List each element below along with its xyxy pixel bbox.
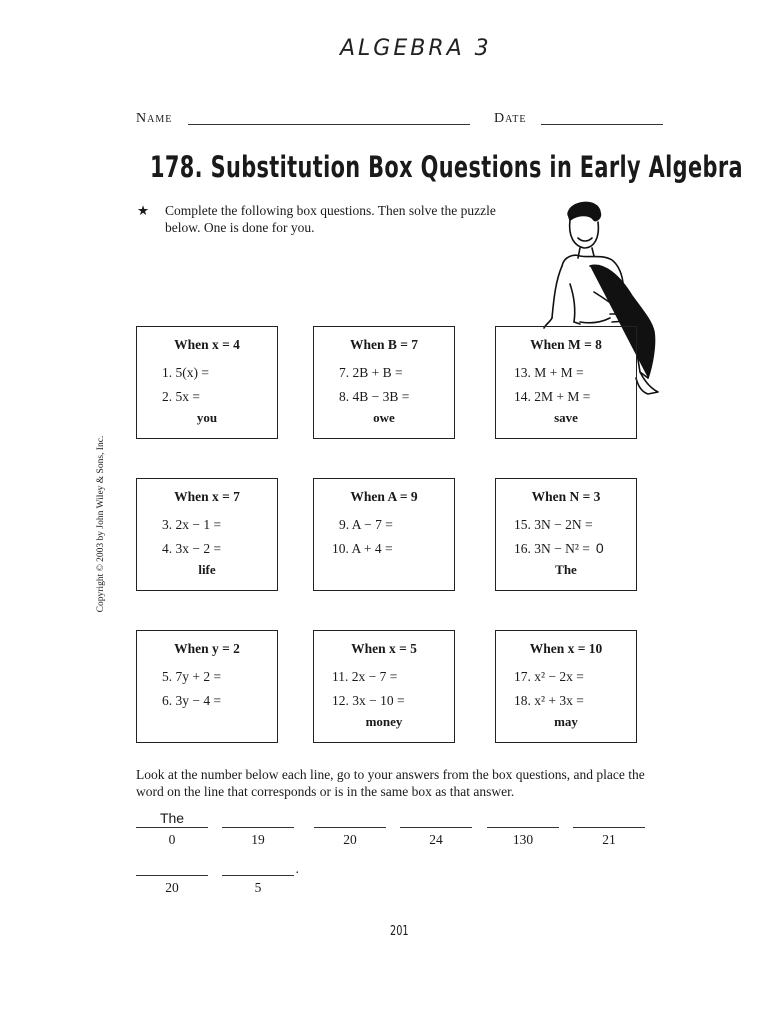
question-text: 12. 3x − 10 =	[332, 693, 405, 708]
box-question	[332, 540, 399, 557]
box-heading: When x = 5	[351, 641, 417, 656]
box-word: may	[554, 714, 578, 729]
answer-line	[314, 827, 386, 828]
date-label: Date	[494, 111, 527, 126]
puzzle-number: 20	[165, 880, 179, 895]
name-line[interactable]	[188, 124, 470, 125]
handwritten-course-label: ALGEBRA 3	[340, 36, 492, 61]
box-heading: When x = 7	[174, 489, 240, 504]
box-question	[514, 668, 590, 685]
question-text: 2. 5x =	[162, 389, 200, 404]
box-word: The	[555, 562, 577, 577]
box-question	[162, 540, 227, 557]
answer-line	[573, 827, 645, 828]
puzzle-slot[interactable]	[222, 852, 299, 895]
box-question	[514, 516, 599, 533]
question-text: 6. 3y − 4 =	[162, 693, 222, 708]
puzzle-slot[interactable]	[136, 804, 208, 847]
question-box	[495, 478, 637, 591]
question-box	[313, 630, 455, 743]
box-heading: When x = 10	[529, 641, 603, 656]
question-box	[313, 478, 455, 591]
puzzle-number: 21	[602, 832, 616, 847]
box-question	[514, 388, 596, 405]
answer-line	[400, 827, 472, 828]
question-text: 13. M + M =	[514, 365, 584, 380]
puzzle-slot[interactable]	[136, 852, 208, 895]
puzzle-slot[interactable]	[400, 804, 472, 847]
box-heading: When M = 8	[530, 337, 602, 352]
box-word: you	[196, 410, 218, 425]
answer-line	[222, 827, 294, 828]
box-heading: When N = 3	[531, 489, 601, 504]
box-heading: When A = 9	[350, 489, 418, 504]
box-question	[332, 692, 411, 709]
shirt-name: FELIP	[596, 272, 615, 280]
question-box	[495, 326, 637, 439]
box-heading: When B = 7	[349, 337, 419, 352]
puzzle-slot[interactable]	[314, 804, 386, 847]
box-question	[162, 516, 227, 533]
puzzle-number: 24	[429, 832, 443, 847]
puzzle-number: 130	[512, 832, 534, 847]
answer-line	[136, 875, 208, 876]
question-text: 9. A − 7 =	[339, 517, 393, 532]
answer-line	[222, 875, 294, 876]
sentence-period: .	[295, 862, 299, 877]
answer-blank[interactable]: 0	[595, 540, 604, 556]
box-question	[514, 540, 604, 557]
instructions-text: Complete the following box questions. Then solve the puzzle below. One is done for you.	[165, 203, 496, 235]
question-text: 7. 2B + B =	[339, 365, 403, 380]
date-line[interactable]	[541, 124, 663, 125]
box-heading: When y = 2	[174, 641, 240, 656]
puzzle-slot[interactable]	[573, 804, 645, 847]
question-text: 4. 3x − 2 =	[162, 541, 222, 556]
puzzle-slot[interactable]	[222, 804, 294, 847]
box-question	[332, 668, 403, 685]
box-word: owe	[373, 410, 395, 425]
puzzle-number: 19	[251, 832, 265, 847]
question-text: 1. 5(x) =	[162, 365, 209, 380]
question-text: 16. 3N − N² =	[514, 541, 590, 556]
box-question	[162, 364, 215, 381]
box-word: save	[554, 410, 578, 425]
question-text: 8. 4B − 3B =	[339, 389, 410, 404]
box-question	[339, 516, 399, 533]
box-word: money	[365, 714, 403, 729]
question-text: 10. A + 4 =	[332, 541, 393, 556]
question-text: 14. 2M + M =	[514, 389, 591, 404]
question-box	[136, 326, 278, 439]
question-text: 17. x² − 2x =	[514, 669, 584, 684]
box-question	[162, 388, 206, 405]
puzzle-number: 20	[343, 832, 357, 847]
answer-line	[136, 827, 208, 828]
box-question	[162, 692, 227, 709]
question-box	[313, 326, 455, 439]
name-label: Name	[136, 111, 173, 126]
page-number: 201	[390, 924, 409, 939]
box-question	[339, 364, 409, 381]
question-text: 3. 2x − 1 =	[162, 517, 222, 532]
box-question	[514, 364, 590, 381]
puzzle-word: The	[159, 810, 185, 826]
question-text: 11. 2x − 7 =	[332, 669, 398, 684]
question-text: 15. 3N − 2N =	[514, 517, 593, 532]
box-question	[162, 668, 227, 685]
question-text: 5. 7y + 2 =	[162, 669, 222, 684]
box-question	[339, 388, 415, 405]
worksheet-title: 178. Substitution Box Questions in Early Algebra	[150, 150, 743, 184]
puzzle-slot[interactable]	[487, 804, 559, 847]
puzzle-number: 5	[254, 880, 262, 895]
box-heading: When x = 4	[174, 337, 240, 352]
question-box	[136, 478, 278, 591]
box-question	[514, 692, 590, 709]
star-icon: ★	[137, 203, 150, 218]
box-word: life	[198, 562, 216, 577]
puzzle-number: 0	[168, 832, 176, 847]
puzzle-instructions: Look at the number below each line, go to your answers from the box questions, and place the word on the line that corresponds or is in the same box as that answer.	[136, 767, 645, 799]
answer-line	[487, 827, 559, 828]
question-box	[495, 630, 637, 743]
question-box	[136, 630, 278, 743]
question-text: 18. x² + 3x =	[514, 693, 584, 708]
